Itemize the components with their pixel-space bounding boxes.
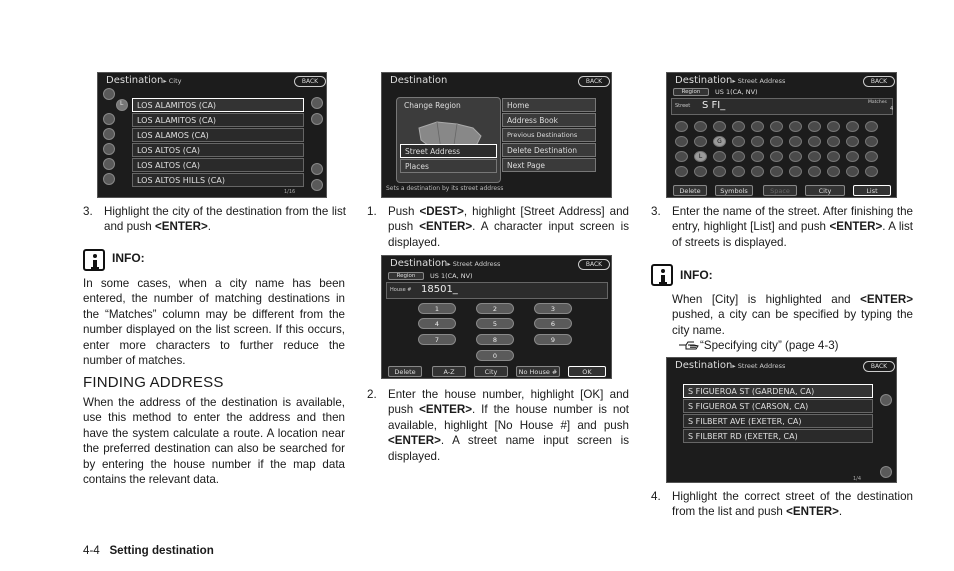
screen-title: Destination — [390, 258, 448, 269]
delete-destination-button[interactable]: Delete Destination — [502, 143, 596, 157]
letter-key[interactable] — [751, 121, 764, 132]
index-button[interactable] — [103, 173, 115, 185]
letter-key[interactable] — [808, 136, 821, 147]
list-item[interactable]: LOS ALTOS (CA) — [132, 143, 304, 157]
letter-key[interactable] — [789, 166, 802, 177]
letter-key[interactable] — [846, 151, 859, 162]
city-button[interactable]: City — [474, 366, 508, 377]
screen-title: Destination — [675, 360, 733, 371]
delete-button[interactable]: Delete — [673, 185, 707, 196]
letter-key[interactable] — [694, 121, 707, 132]
matches-label: Matches — [868, 100, 887, 105]
info-icon — [651, 264, 673, 286]
symbols-button[interactable]: Symbols — [715, 185, 753, 196]
letter-key[interactable] — [827, 151, 840, 162]
places-button[interactable]: Places — [400, 159, 497, 173]
house-number-screen — [381, 255, 612, 379]
letter-key[interactable] — [713, 151, 726, 162]
letter-key[interactable] — [770, 166, 783, 177]
letter-key[interactable] — [808, 166, 821, 177]
list-item[interactable]: S FIGUEROA ST (GARDENA, CA) — [683, 384, 873, 398]
letter-key[interactable] — [713, 166, 726, 177]
key-1[interactable]: 1 — [418, 303, 456, 314]
letter-key[interactable] — [808, 121, 821, 132]
list-button[interactable]: List — [853, 185, 891, 196]
page-indicator: 1/4 — [853, 476, 862, 482]
letter-key[interactable] — [732, 136, 745, 147]
delete-button[interactable]: Delete — [388, 366, 422, 377]
letter-key[interactable] — [675, 166, 688, 177]
letter-key[interactable] — [770, 121, 783, 132]
letter-key[interactable] — [713, 121, 726, 132]
a-z-button[interactable]: A-Z — [432, 366, 466, 377]
list-item[interactable]: LOS ALAMITOS (CA) — [132, 113, 304, 127]
letter-key[interactable] — [732, 166, 745, 177]
letter-key[interactable]: G — [713, 136, 726, 147]
key-6[interactable]: 6 — [534, 318, 572, 329]
list-item[interactable]: LOS ALTOS HILLS (CA) — [132, 173, 304, 187]
reference-hand-icon — [678, 339, 700, 351]
address-book-button[interactable]: Address Book — [502, 113, 596, 127]
letter-button[interactable]: L — [116, 99, 128, 111]
screen-subtitle: ▸ Street Address — [447, 260, 501, 268]
letter-key[interactable] — [675, 121, 688, 132]
letter-key[interactable] — [865, 136, 878, 147]
back-button[interactable]: BACK — [863, 361, 895, 372]
street-input-screen — [666, 72, 897, 198]
list-item[interactable]: S FILBERT AVE (EXETER, CA) — [683, 414, 873, 428]
scroll-down-icon[interactable] — [311, 163, 323, 175]
letter-key[interactable] — [770, 136, 783, 147]
index-button[interactable] — [103, 158, 115, 170]
section-paragraph: When the address of the destination is available, use this method to enter the address and then have the system calculate a route. A location near the preferred destination can also be searched for by entering the house number if the map data contains the relevant data. — [83, 396, 345, 487]
scroll-up-icon[interactable] — [311, 113, 323, 125]
screen-title: Destination — [106, 75, 164, 86]
letter-key[interactable] — [694, 166, 707, 177]
letter-key[interactable] — [751, 151, 764, 162]
key-4[interactable]: 4 — [418, 318, 456, 329]
street-list-screen — [666, 357, 897, 483]
list-item[interactable]: LOS ALAMITOS (CA) — [132, 98, 304, 112]
section-title: Setting destination — [109, 544, 214, 557]
key-8[interactable]: 8 — [476, 334, 514, 345]
region-value: US 1(CA, NV) — [430, 272, 473, 280]
home-button[interactable]: Home — [502, 98, 596, 112]
index-button[interactable] — [103, 128, 115, 140]
next-page-button[interactable]: Next Page — [502, 158, 596, 172]
region-value: US 1(CA, NV) — [715, 88, 758, 96]
status-text: Sets a destination by its street address — [386, 185, 504, 192]
ok-button[interactable]: OK — [568, 366, 606, 377]
letter-key[interactable] — [675, 136, 688, 147]
letter-key[interactable] — [827, 166, 840, 177]
page-footer — [83, 544, 214, 557]
back-button[interactable]: BACK — [578, 76, 610, 87]
city-button[interactable]: City — [805, 185, 845, 196]
letter-key[interactable] — [694, 136, 707, 147]
back-button[interactable]: BACK — [294, 76, 326, 87]
letter-key[interactable] — [732, 121, 745, 132]
letter-key[interactable] — [770, 151, 783, 162]
screen-title: Destination — [675, 75, 733, 86]
index-button[interactable] — [103, 88, 115, 100]
list-item[interactable]: S FILBERT RD (EXETER, CA) — [683, 429, 873, 443]
letter-key[interactable] — [675, 151, 688, 162]
destination-menu-screen — [381, 72, 612, 198]
info-text: In some cases, when a city name has been entered, the number of matching destinations in the “Matches” column may be different from the number displayed on the list screen. If this occurs, enter more characters to further reduce the number of matches. — [83, 277, 345, 368]
letter-key[interactable] — [865, 166, 878, 177]
screen-subtitle: ▸ City — [163, 77, 182, 85]
letter-key[interactable] — [846, 166, 859, 177]
letter-key[interactable] — [865, 151, 878, 162]
info-label: INFO: — [680, 268, 713, 282]
letter-key[interactable] — [732, 151, 745, 162]
info-label: INFO: — [112, 251, 145, 265]
letter-key[interactable] — [846, 121, 859, 132]
street-field[interactable]: Street S FI_ Matches 4 — [671, 98, 893, 115]
key-5[interactable]: 5 — [476, 318, 514, 329]
list-item[interactable]: LOS ALTOS (CA) — [132, 158, 304, 172]
index-button[interactable] — [103, 143, 115, 155]
key-9[interactable]: 9 — [534, 334, 572, 345]
letter-key[interactable] — [789, 121, 802, 132]
list-item[interactable]: S FIGUEROA ST (CARSON, CA) — [683, 399, 873, 413]
scroll-down-icon[interactable] — [880, 466, 892, 478]
city-list-screen — [97, 72, 327, 198]
matches-value: 4 — [890, 106, 894, 112]
screen-subtitle: ▸ Street Address — [732, 77, 786, 85]
letter-key[interactable] — [751, 136, 764, 147]
key-2[interactable]: 2 — [476, 303, 514, 314]
no-house-button[interactable]: No House # — [516, 366, 560, 377]
screen-title: Destination — [390, 75, 448, 86]
letter-key[interactable] — [865, 121, 878, 132]
letter-key[interactable] — [751, 166, 764, 177]
previous-destinations-button[interactable]: Previous Destinations — [502, 128, 596, 142]
region-button[interactable]: Region — [673, 88, 709, 96]
letter-key[interactable] — [789, 151, 802, 162]
back-button[interactable]: BACK — [578, 259, 610, 270]
reference-link[interactable]: “Specifying city” (page 4-3) — [678, 338, 839, 353]
change-region-button[interactable]: Change Region — [404, 101, 461, 110]
letter-key[interactable] — [789, 136, 802, 147]
page-indicator: 1/16 — [284, 189, 296, 195]
key-7[interactable]: 7 — [418, 334, 456, 345]
key-0[interactable]: 0 — [476, 350, 514, 361]
list-item[interactable]: LOS ALAMOS (CA) — [132, 128, 304, 142]
scroll-up-icon[interactable] — [880, 394, 892, 406]
back-button[interactable]: BACK — [863, 76, 895, 87]
letter-key[interactable] — [846, 136, 859, 147]
street-address-button[interactable]: Street Address — [400, 144, 497, 158]
screen-subtitle: ▸ Street Address — [732, 362, 786, 370]
page-number: 4-4 — [83, 544, 100, 557]
index-button[interactable] — [103, 113, 115, 125]
region-button[interactable]: Region — [388, 272, 424, 280]
info-text: When [City] is highlighted and <ENTER> pushed, a city can be specified by typing the city name. — [672, 293, 913, 337]
letter-key[interactable] — [827, 121, 840, 132]
letter-key[interactable]: L — [694, 151, 707, 162]
scroll-up-icon[interactable] — [311, 97, 323, 109]
scroll-down-icon[interactable] — [311, 179, 323, 191]
key-3[interactable]: 3 — [534, 303, 572, 314]
section-heading: FINDING ADDRESS — [83, 374, 224, 391]
house-number-field[interactable]: House # 18501_ — [386, 282, 608, 299]
space-button[interactable]: Space — [763, 185, 797, 196]
info-icon — [83, 249, 105, 271]
letter-key[interactable] — [808, 151, 821, 162]
letter-key[interactable] — [827, 136, 840, 147]
